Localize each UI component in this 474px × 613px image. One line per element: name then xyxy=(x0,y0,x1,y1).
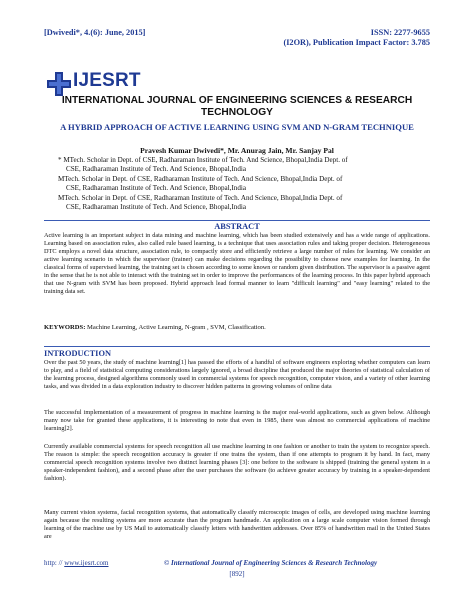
affiliation-line: CSE, Radharaman Institute of Tech. And Science, Bhopal,India xyxy=(66,184,247,193)
introduction-paragraph: Many current vision systems, facial recognition systems, that automatically classify microscopic images of cells, are developed using machine learning again because the resulting systems are more accurate than the program handmade. An application on a large scale computer vision formed through learning of the machine use by US Mail to automatically classify letters with handwritten addresses. Over 85% of handwritten mail in the United States are xyxy=(44,509,430,541)
footer-copyright: © International Journal of Engineering Sciences & Research Technology xyxy=(164,559,378,567)
keywords-line xyxy=(44,324,430,332)
affiliation-line: MTech. Scholar in Dept. of CSE, Radharaman Institute of Tech. And Science, Bhopal,India Dept. of xyxy=(58,193,343,202)
keywords-label: KEYWORDS: xyxy=(44,324,86,331)
abstract-heading: ABSTRACT xyxy=(214,222,260,231)
page-number: [892] xyxy=(229,570,245,578)
abstract-top-rule xyxy=(44,220,430,221)
affiliation-line: * MTech. Scholar in Dept. of CSE, Radharaman Institute of Tech. And Science, Bhopal,India Dept. of xyxy=(58,156,348,164)
footer-url-link[interactable]: www.ijesrt.com xyxy=(64,559,109,567)
journal-name: INTERNATIONAL JOURNAL OF ENGINEERING SCIENCES & RESEARCH TECHNOLOGY xyxy=(61,95,413,118)
introduction-heading: INTRODUCTION xyxy=(44,349,112,358)
journal-logo-text: IJESRT xyxy=(73,70,141,91)
keywords-text: Machine Learning, Active Learning, N-gram , SVM, Classification. xyxy=(85,324,266,331)
paper-title: A HYBRID APPROACH OF ACTIVE LEARNING USING SVM AND N-GRAM TECHNIQUE xyxy=(60,122,414,132)
introduction-paragraph: The successful implementation of a measurement of progress in machine learning is the major real-world applications, such as given below. Although many now take for granted these applications, it is interesting to note that even in 1985, there was almost no commercial applications of machine learning[2]. xyxy=(44,409,430,433)
header-citation: [Dwivedi*, 4.(6): June, 2015] xyxy=(44,28,146,37)
header-impact-factor: (I2OR), Publication Impact Factor: 3.785 xyxy=(283,38,430,47)
header-issn: ISSN: 2277-9655 xyxy=(370,28,430,37)
introduction-paragraph: Currently available commercial systems for speech recognition all use machine learning in one fashion or another to train the system to recognize speech. The reason is simple: the speech recognition accuracy is greater if one trains the system, than if one attempts to program it by hand. In fact, many commercial speech recognition systems involve two distinct learning phases [3]: one before to the software is shipped (training the general system in a speaker-independent fashion), and a second phase after the user purchases the software (to achieve greater accuracy by training in a speaker-dependent fashion). xyxy=(44,443,430,483)
affiliations xyxy=(58,156,430,212)
plus-logo-icon xyxy=(46,71,72,97)
introduction-paragraph: Over the past 50 years, the study of machine learning[1] has passed the efforts of a handful of software engineers exploring whether computers can learn to play, and a field of statistical computing considerations largely ignored, a broad discipline that produced the major theories of statistical calculation of the learning process, designed algorithms commonly used in commercial systems for speech recognition, computer vision, and a variety of other learning tasks, and was divided in a data exploration industry to discover hidden patterns in growing volumes of online data xyxy=(44,359,430,391)
introduction-top-rule xyxy=(44,346,430,347)
affiliation-line: MTech. Scholar in Dept. of CSE, Radharaman Institute of Tech. And Science, Bhopal,India Dept. of xyxy=(58,174,343,183)
header-issn-block xyxy=(210,28,430,48)
paper-authors: Pravesh Kumar Dwivedi*, Mr. Anurag Jain, Mr. Sanjay Pal xyxy=(140,146,334,155)
affiliation-line: CSE, Radharaman Institute of Tech. And Science, Bhopal,India xyxy=(66,203,247,212)
abstract-body: Active learning is an important subject in data mining and machine learning, which has been studied extensively and has a wide range of applications. Learning based on association rules, also called rule based learning, is a technique that uses association rules and taking proper decision. Heterogeneous DTC employs a novel data structure, association rule, to compactly store and efficiently retrieve a large number of rules for learning. We consider an active learning scenario in which the supervisor (trainer) can make decisions regarding the possibility to choose new examples for learning. In the classical forms of supervised learning, the training set is chosen according to some known or random given distribution. The supervisor is a passive agent in the sense that he is not able to interact with the training set in order to improve the performances of the learning process. In this paper hybrid approach that use N-gram with SVM has been proposed. Hybrid approach lead formal manner to learn "difficult learning" and "easy learning" related to the training data set. xyxy=(44,232,430,296)
footer-url-prefix: http: // xyxy=(44,559,65,567)
affiliation-line: CSE, Radharaman Institute of Tech. And Science, Bhopal,India xyxy=(66,165,247,174)
footer-url xyxy=(44,559,109,568)
